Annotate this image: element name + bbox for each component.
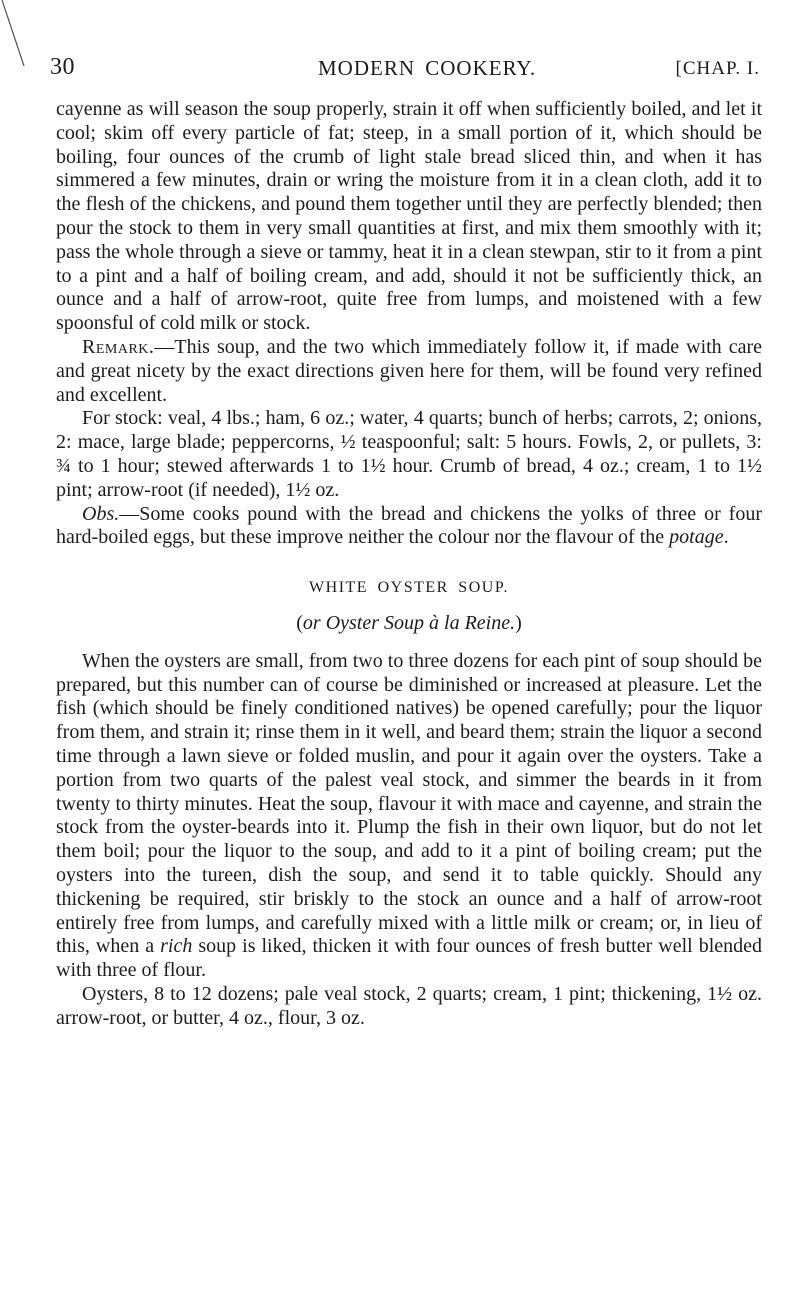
page-edge-mark — [0, 0, 30, 70]
obs-text: —Some cooks pound with the bread and chickens the yolks of three or four hard-boiled eggs, but these improve neither the colour nor the flavour of the — [56, 502, 762, 549]
page-number: 30 — [50, 54, 75, 80]
remark-label: Remark. — [82, 335, 155, 358]
recipe-heading: WHITE OYSTER SOUP. — [309, 579, 509, 597]
obs-end: . — [723, 526, 729, 549]
page-body — [56, 98, 762, 1030]
running-header — [50, 54, 760, 86]
recipe-subheading — [56, 612, 762, 636]
paragraph-remark — [56, 336, 762, 407]
subheading-text: or Oyster Soup à la Reine. — [302, 611, 516, 634]
oyster-method-end: soup is liked, thicken it with four ounces of fresh butter well blended with three of flour. — [56, 935, 763, 982]
chapter-reference: [CHAP. I. — [675, 58, 760, 79]
oyster-method-text: When the oysters are small, from two to three dozens for each pint of soup should be prepared, but this number can of course be diminished or increased at pleasure. Let the fish (which should be finely conditioned natives) be opened carefully; pour the liquor from them, and strain it; rinse them in it well, and beard them; strain the liquor a second time through a lawn sieve or folded muslin, and pour it again over the oysters. Take a portion from two quarts of the palest veal stock, and simmer the beards in it from twenty to thirty minutes. Heat the soup, flavour it with mace and cayenne, and strain the stock from the oyster-beards into it. Plump the fish in their own liquor, but do not let them boil; pour the liquor to the soup, and add to it a pint of boiling cream; put the oysters into the tureen, dish the soup, and send it to table quickly. Should any thickening be required, stir briskly to the stock an ounce and a half of arrow-root entirely free from lumps, and carefully mixed with a little milk or cream; or, in lieu of this, when a — [56, 649, 762, 958]
obs-label: Obs. — [82, 502, 120, 525]
paragraph-stock-ingredients: For stock: veal, 4 lbs.; ham, 6 oz.; water, 4 quarts; bunch of herbs; carrots, 2; onions, 2: mace, large blade; peppercorns, ½ teaspoonful; salt: 5 hours. Fowls, 2, or pullets, 3: ¾ to 1 hour; stewed afterwards 1 to 1½ hour. Crumb of bread, 4 oz.; cream, 1 to 1½ pint; arrow-root (if needed), 1½ oz. — [56, 407, 762, 501]
paragraph-oyster-ingredients: Oysters, 8 to 12 dozens; pale veal stock, 2 quarts; cream, 1 pint; thickening, 1½ oz. arrow-root, or butter, 4 oz., flour, 3 oz. — [56, 982, 762, 1029]
paragraph-chicken-soup-continued: cayenne as will season the soup properly, strain it off when sufficiently boiled, and let it cool; skim off every particle of fat; steep, in a small portion of it, which should be boiling, four ounces of the crumb of light stale bread sliced thin, and when it has simmered a few minutes, drain or wring the moisture from it in a clean cloth, add it to the flesh of the chickens, and pound them together until they are perfectly blended; then pour the stock to them in very small quantities at first, and mix them smoothly with it; pass the whole through a sieve or tammy, heat it in a clean stewpan, stir to it from a pint to a pint and a half of boiling cream, and add, should it not be sufficiently thick, an ounce and a half of arrow-root, quite free from lumps, and moistened with a few spoonsful of cold milk or stock. — [56, 98, 762, 335]
remark-text: —This soup, and the two which immediately follow it, if made with care and great nicety by the exact directions given here for them, will be found very refined and excellent. — [56, 335, 762, 406]
oyster-italic-word: rich — [160, 935, 193, 958]
subheading-close-paren: ) — [515, 611, 522, 634]
running-title: MODERN COOKERY. — [318, 56, 537, 80]
paragraph-obs — [56, 503, 762, 551]
paragraph-oyster-method — [56, 650, 762, 983]
subheading-open-paren: ( — [296, 611, 303, 634]
obs-italic-word: potage — [669, 526, 724, 549]
